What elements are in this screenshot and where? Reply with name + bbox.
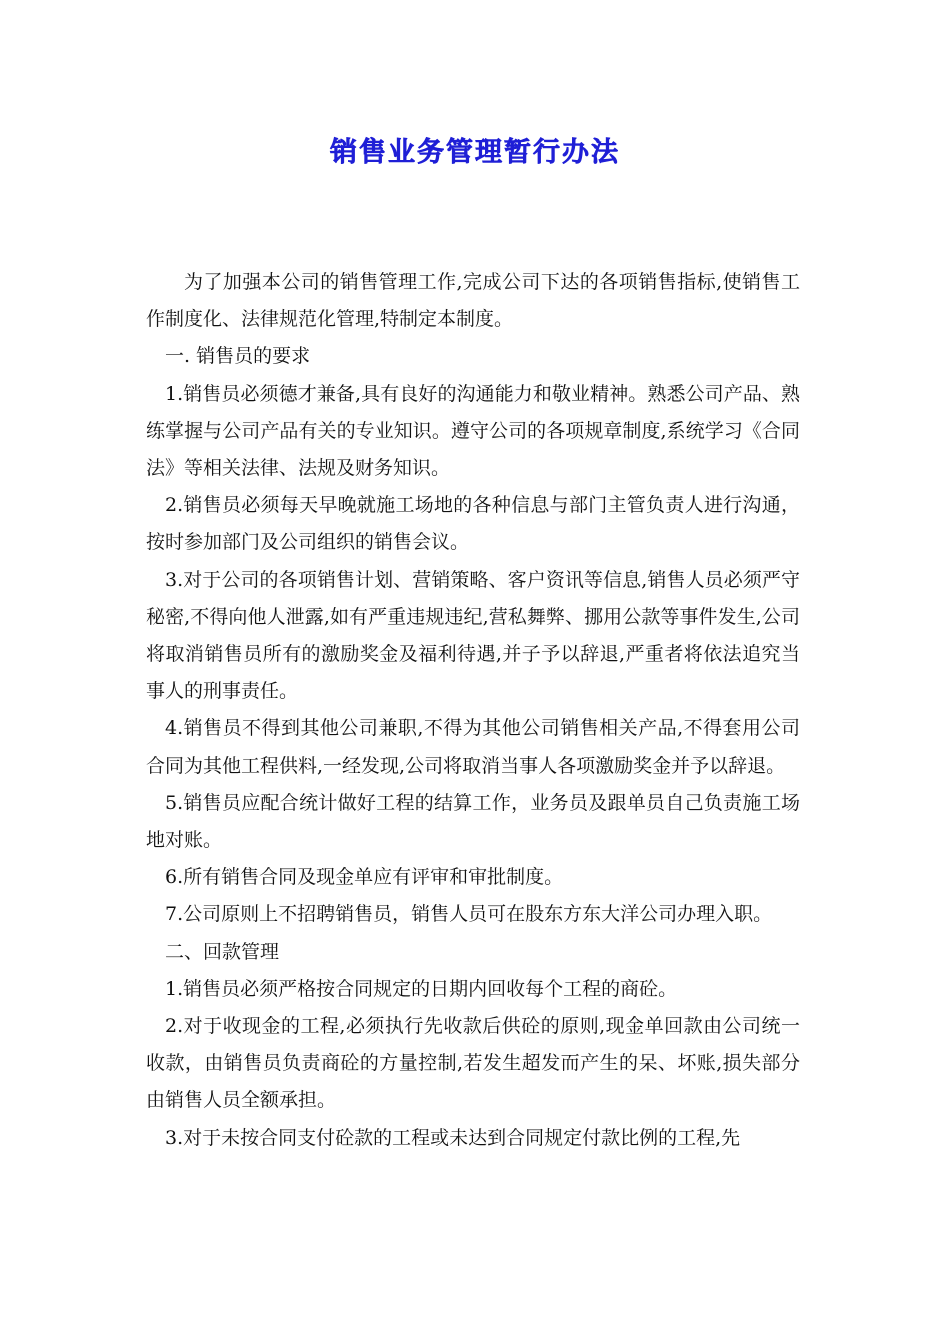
section-heading-payment-management: 二、回款管理 <box>165 940 280 963</box>
payment-item-1: 1.销售员必须严格按合同规定的日期内回收每个工程的商砼。 <box>165 977 678 1000</box>
requirement-item-4: 4.销售员不得到其他公司兼职,不得为其他公司销售相关产品,不得套用公司合同为其他工程供料,一经发现,公司将取消当事人各项激励奖金并予以辞退。 <box>146 717 800 777</box>
requirement-item-3: 3.对于公司的各项销售计划、营销策略、客户资讯等信息,销售人员必须严守秘密,不得向他人泄露,如有严重违规违纪,营私舞弊、挪用公款等事件发生,公司将取消销售员所有的激励奖金及福利待遇,并子予以辞退,严重者将依法追究当事人的刑事责任。 <box>146 568 800 703</box>
requirement-item-7: 7.公司原则上不招聘销售员，销售人员可在股东方东大洋公司办理入职。 <box>165 903 773 926</box>
requirement-item-5: 5.销售员应配合统计做好工程的结算工作，业务员及跟单员自己负责施工场地对账。 <box>146 791 800 852</box>
requirement-item-6: 6.所有销售合同及现金单应有评审和审批制度。 <box>165 866 564 889</box>
requirement-item-2: 2.销售员必须每天早晚就施工场地的各种信息与部门主管负责人进行沟通，按时参加部门及公司组织的销售会议。 <box>146 494 800 554</box>
intro-paragraph: 为了加强本公司的销售管理工作,完成公司下达的各项销售指标,使销售工作制度化、法律规范化管理,特制定本制度。 <box>146 271 800 331</box>
document-body <box>146 264 800 1157</box>
document-title: 销售业务管理暂行办法 <box>330 137 620 168</box>
payment-item-3: 3.对于未按合同支付砼款的工程或未达到合同规定付款比例的工程,先 <box>165 1126 741 1149</box>
section-heading-salesperson-requirements: 一. 销售员的要求 <box>165 345 311 368</box>
payment-item-2: 2.对于收现金的工程,必须执行先收款后供砼的原则,现金单回款由公司统一收款，由销售员负责商砼的方量控制,若发生超发而产生的呆、坏账,损失部分由销售人员全额承担。 <box>146 1015 800 1112</box>
requirement-item-1: 1.销售员必须德才兼备,具有良好的沟通能力和敬业精神。熟悉公司产品、熟练掌握与公司产品有关的专业知识。遵守公司的各项规章制度,系统学习《合同法》等相关法律、法规及财务知识。 <box>146 382 800 480</box>
